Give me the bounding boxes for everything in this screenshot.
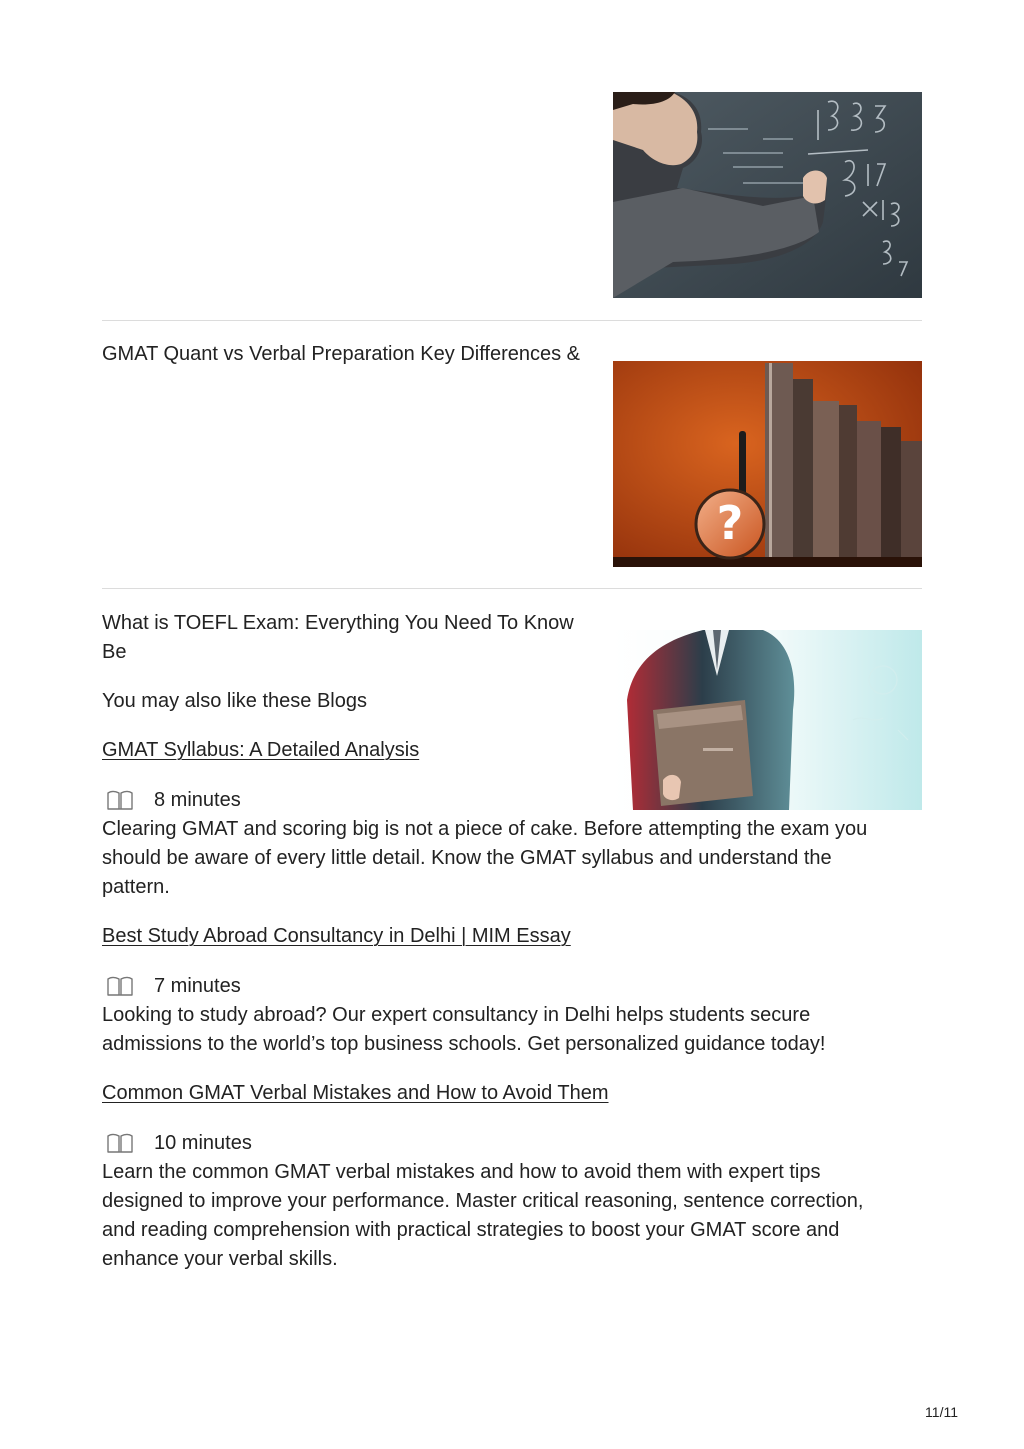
related-post-title[interactable]: What is TOEFL Exam: Everything You Need To Know Be [102, 612, 574, 663]
blog-excerpt: Learn the common GMAT verbal mistakes and how to avoid them with expert tips designed to improve your performance. Master critical reasoning, sentence correction, and reading comprehension with practical strategies to boost your GMAT score and enhance your verbal skills. [102, 1161, 864, 1270]
svg-text:?: ? [716, 496, 744, 550]
businessman-folder-image[interactable] [613, 630, 922, 810]
chalkboard-math-image[interactable] [613, 92, 922, 298]
blog-title-link[interactable]: GMAT Syllabus: A Detailed Analysis [102, 739, 420, 761]
section-divider [102, 320, 922, 321]
related-post-card[interactable] [102, 340, 922, 568]
read-time-label: 10 minutes [154, 1132, 252, 1154]
blog-title-link[interactable]: Common GMAT Verbal Mistakes and How to Avoid Them [102, 1082, 609, 1104]
related-post-title[interactable]: GMAT Quant vs Verbal Preparation Key Differences & [102, 343, 581, 365]
blog-excerpt: Looking to study abroad? Our expert consultancy in Delhi helps students secure admissions to the world’s top business schools. Get personalized guidance today! [102, 1004, 826, 1055]
blog-title-link[interactable]: Best Study Abroad Consultancy in Delhi | MIM Essay [102, 925, 571, 947]
related-post-card[interactable] [102, 92, 922, 299]
blog-excerpt-text: Clearing GMAT and scoring big is not a piece of cake. Before attempting the exam you should be aware of every little detail. Know the GMAT syllabus and understand the pattern. [102, 818, 868, 898]
book-icon [106, 976, 134, 998]
page-number: 11/11 [925, 1404, 958, 1420]
read-time [102, 786, 241, 815]
book-icon [106, 1133, 134, 1155]
section-heading: You may also like these Blogs [102, 690, 367, 712]
books-magnifier-image[interactable] [613, 361, 922, 567]
read-time-label: 7 minutes [154, 975, 241, 997]
blog-excerpt [102, 815, 902, 902]
book-icon [106, 790, 134, 812]
read-time [102, 972, 241, 1001]
section-divider [102, 588, 922, 589]
read-time-label: 8 minutes [154, 789, 241, 811]
read-time [102, 1129, 252, 1158]
